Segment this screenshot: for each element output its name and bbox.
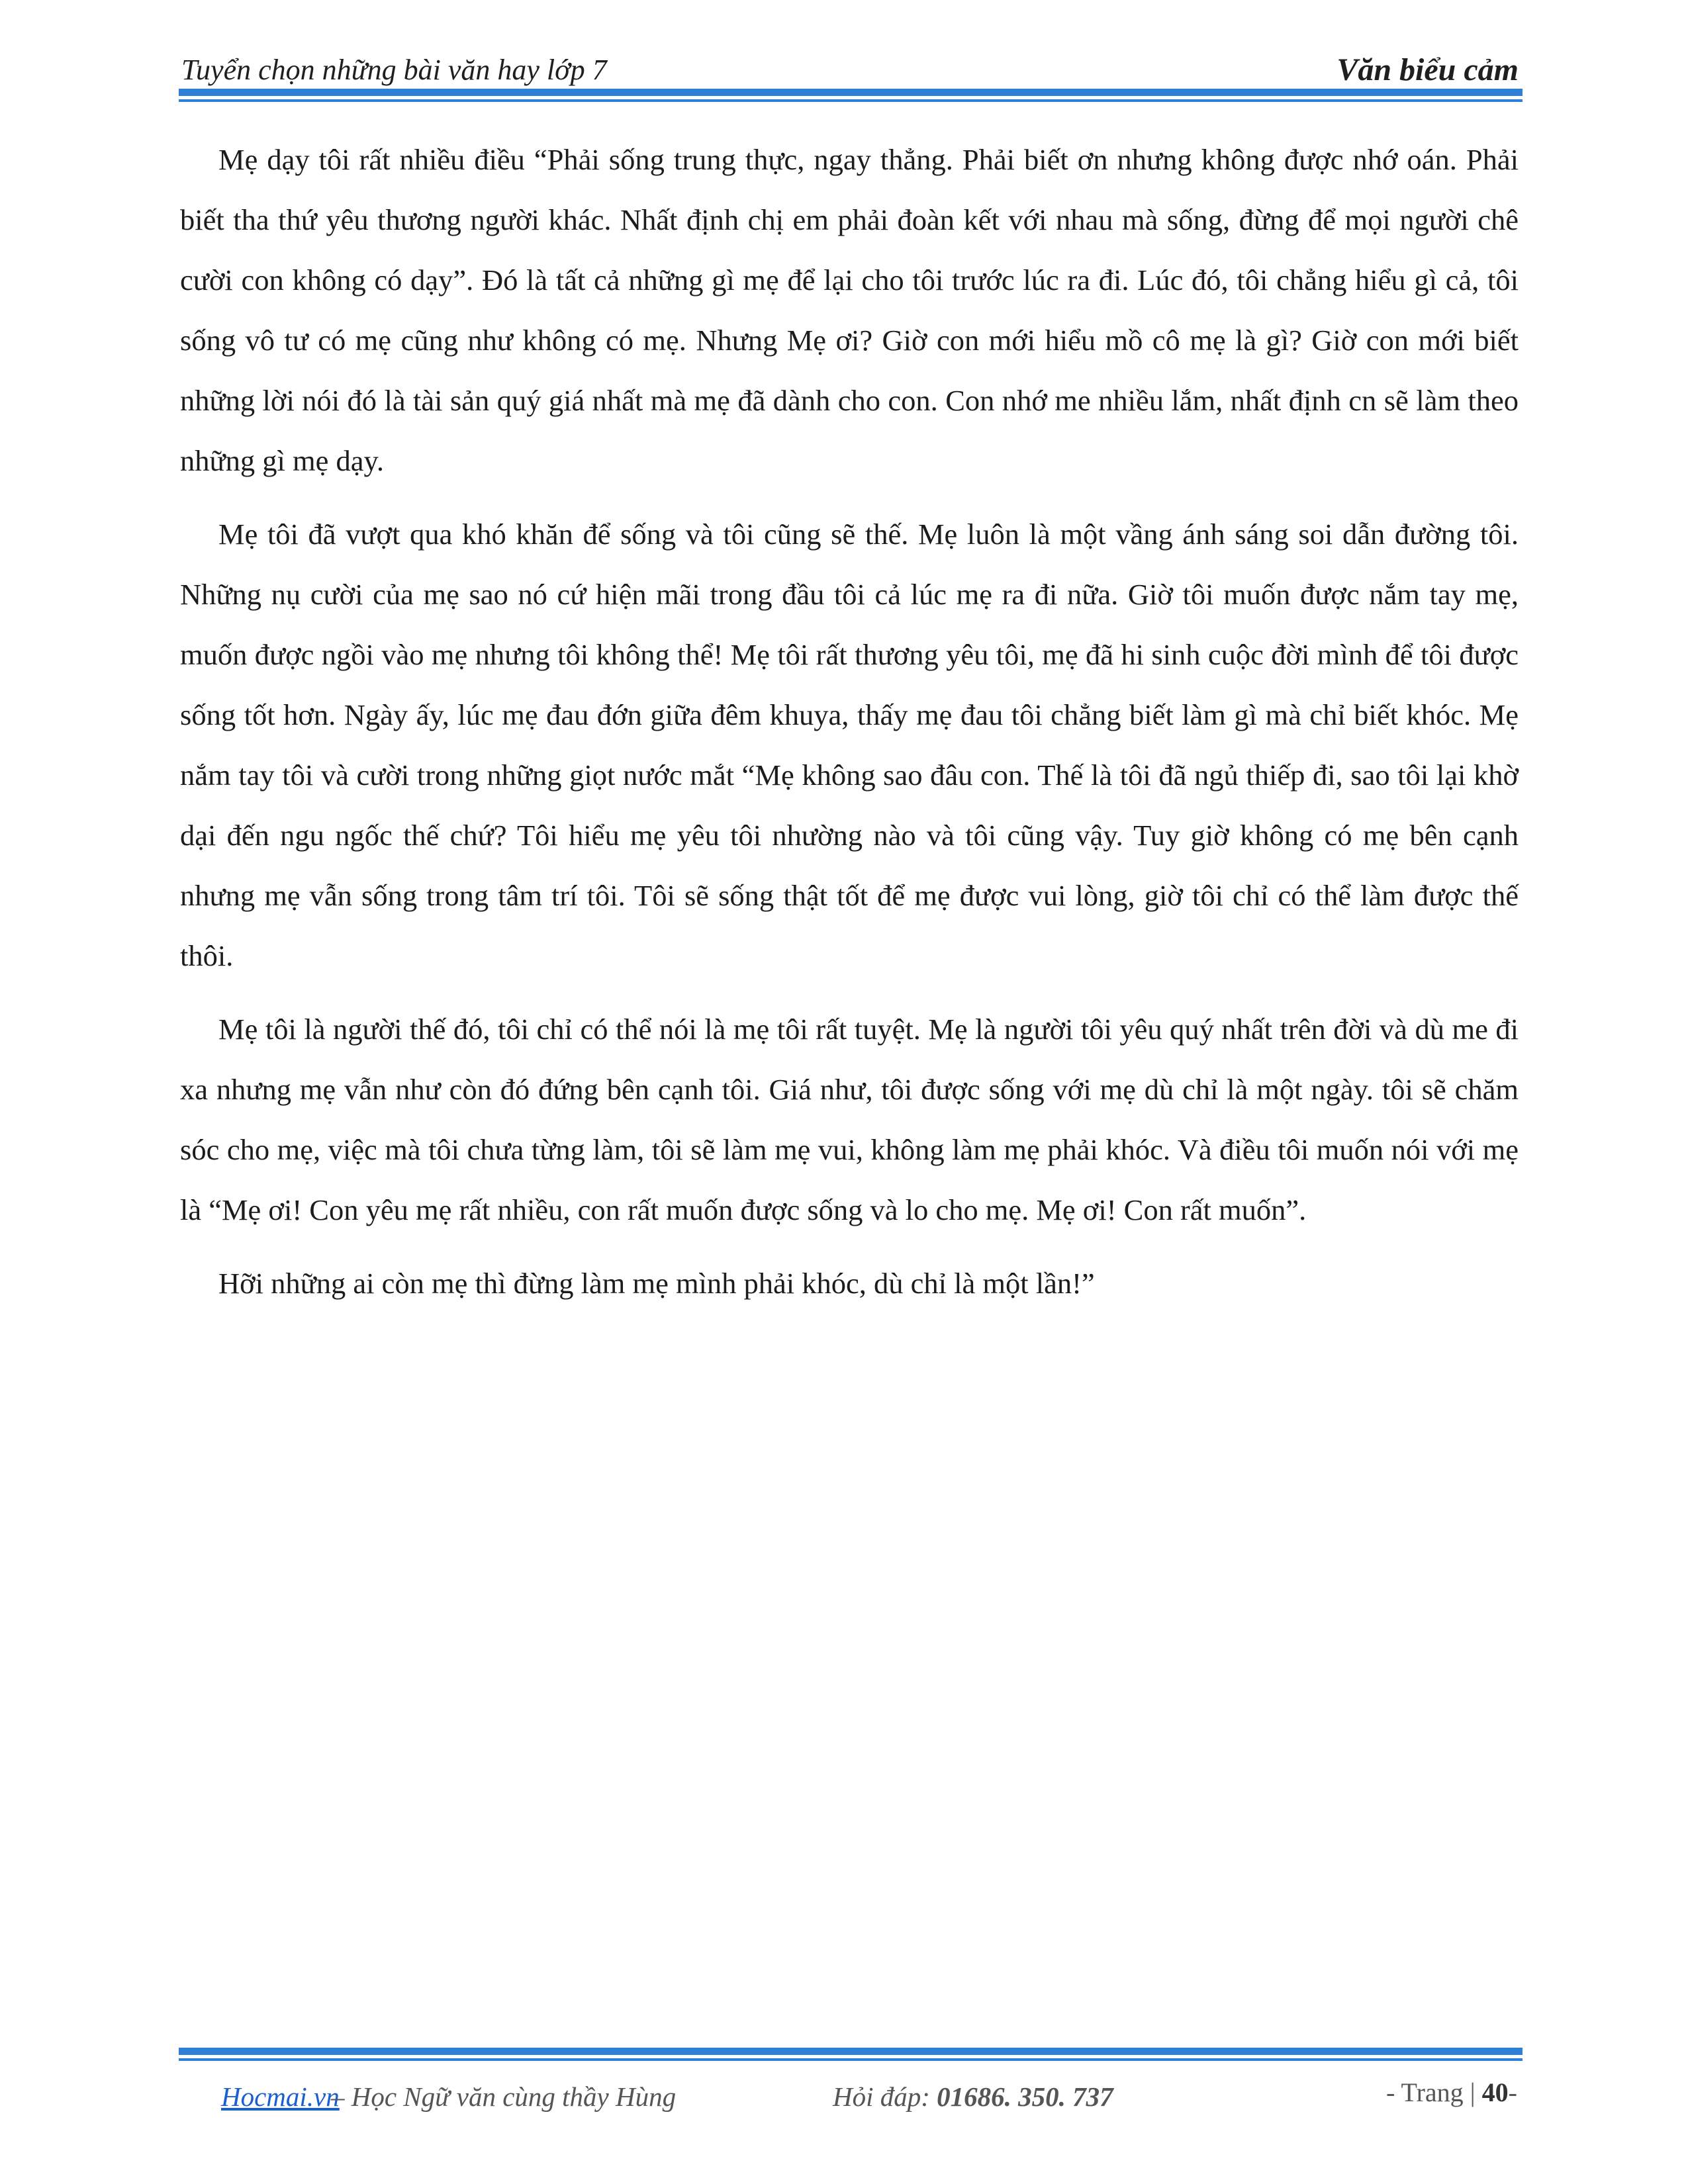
essay-body [180, 130, 1519, 1327]
hocmai-link[interactable]: Hocmai.vn [221, 2081, 340, 2112]
footer-contact [833, 2081, 1113, 2113]
page-prefix: - Trang | [1385, 2077, 1482, 2107]
contact-label: Hỏi đáp: [833, 2081, 937, 2112]
essay-paragraph: Mẹ tôi là người thế đó, tôi chỉ có thể nói là mẹ tôi rất tuyệt. Mẹ là người tôi yêu quý nhất trên đời và dù me đi xa nhưng mẹ vẫn như còn đó đứng bên cạnh tôi. Giá như, tôi được sống với mẹ dù chỉ là một ngày. tôi sẽ chăm sóc cho mẹ, việc mà tôi chưa từng làm, tôi sẽ làm mẹ vui, không làm mẹ phải khóc. Và điều tôi muốn nói với mẹ là “Mẹ ơi! Con yêu mẹ rất nhiều, con rất muốn được sống và lo cho mẹ. Mẹ ơi! Con rất muốn”. [180, 1013, 1519, 1226]
essay-paragraph: Mẹ dạy tôi rất nhiều điều “Phải sống trung thực, ngay thẳng. Phải biết ơn nhưng không được nhớ oán. Phải biết tha thứ yêu thương người khác. Nhất định chị em phải đoàn kết với nhau mà sống, đừng để mọi người chê cười con không có dạy”. Đó là tất cả những gì mẹ để lại cho tôi trước lúc ra đi. Lúc đó, tôi chẳng hiểu gì cả, tôi sống vô tư có mẹ cũng như không có mẹ. Nhưng Mẹ ơi? Giờ con mới hiểu mồ cô mẹ là gì? Giờ con mới biết những lời nói đó là tài sản quý giá nhất mà mẹ đã dành cho con. Con nhớ me nhiều lắm, nhất định cn sẽ làm theo những gì mẹ dạy. [180, 143, 1519, 477]
header-book-title: Tuyển chọn những bài văn hay lớp 7 [181, 54, 607, 86]
contact-phone: 01686. 350. 737 [937, 2081, 1113, 2112]
footer-subtitle: – Học Ngữ văn cùng thầy Hùng [331, 2081, 677, 2112]
page-number-value: 40 [1481, 2077, 1509, 2107]
page-number [1386, 2077, 1517, 2108]
essay-paragraph: Hỡi những ai còn mẹ thì đừng làm mẹ mình phải khóc, dù chỉ là một lần!” [218, 1267, 1095, 1300]
header-section-title: Văn biểu cảm [1336, 52, 1519, 87]
header-divider [179, 89, 1523, 102]
footer-divider [179, 2048, 1523, 2061]
page-footer [179, 2077, 1523, 2120]
page-suffix: - [1508, 2077, 1517, 2107]
essay-paragraph: Mẹ tôi đã vượt qua khó khăn để sống và tôi cũng sẽ thế. Mẹ luôn là một vầng ánh sáng soi dẫn đường tôi. Những nụ cười của mẹ sao nó cứ hiện mãi trong đầu tôi cả lúc mẹ ra đi nữa. Giờ tôi muốn được nắm tay mẹ, muốn được ngồi vào mẹ nhưng tôi không thể! Mẹ tôi rất thương yêu tôi, mẹ đã hi sinh cuộc đời mình để tôi được sống tốt hơn. Ngày ấy, lúc mẹ đau đớn giữa đêm khuya, thấy mẹ đau tôi chẳng biết làm gì mà chỉ biết khóc. Mẹ nắm tay tôi và cười trong những giọt nước mắt “Mẹ không sao đâu con. Thế là tôi đã ngủ thiếp đi, sao tôi lại khờ dại đến ngu ngốc thế chứ? Tôi hiểu mẹ yêu tôi nhường nào và tôi cũng vậy. Tuy giờ không có mẹ bên cạnh nhưng mẹ vẫn sống trong tâm trí tôi. Tôi sẽ sống thật tốt để mẹ được vui lòng, giờ tôi chỉ có thể làm được thế thôi. [180, 518, 1519, 972]
